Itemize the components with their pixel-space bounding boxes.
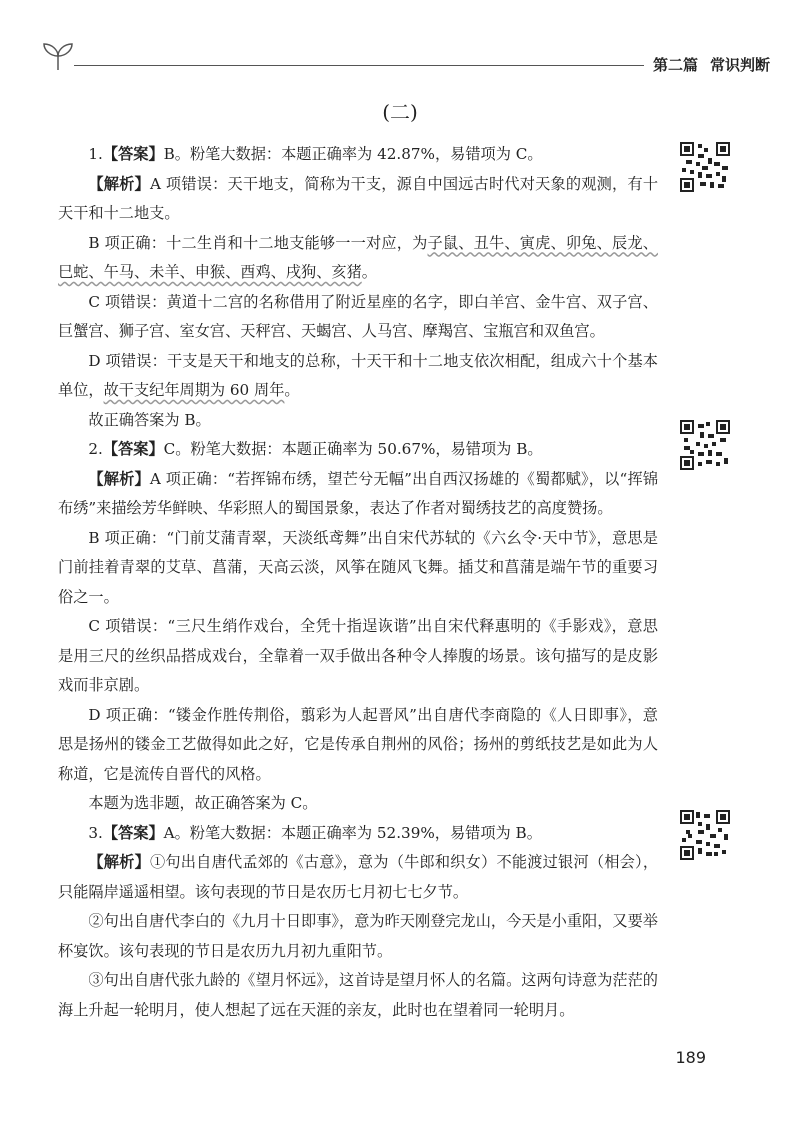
question-number: 2. bbox=[88, 440, 103, 458]
analysis-text: D 项错误：干支是天干和地支的总称，十天干和十二地支依次相配，组成六十个基本单位， bbox=[58, 351, 658, 399]
analysis-paragraph bbox=[58, 288, 658, 347]
answer-text: C。粉笔大数据：本题正确率为 50.67%，易错项为 B。 bbox=[163, 440, 543, 458]
answer-line bbox=[58, 819, 658, 849]
analysis-paragraph: D 项正确：“镂金作胜传荆俗，翦彩为人起晋风”出自唐代李商隐的《人日即事》，意思是扬州的镂金工艺做得如此之好，它是传承自荆州的风俗；扬州的剪纸技艺是如此为人称道，它是流传自晋代的风格。 bbox=[58, 705, 658, 783]
analysis-text: A 项正确：“若挥锦布绣，望芒兮无幅”出自西汉扬雄的《蜀都赋》，以“挥锦布绣”来描绘芳华鲜映、华彩照人的蜀国景象，表达了作者对蜀绣技艺的高度赞扬。 bbox=[58, 469, 659, 517]
section-label: 常识判断 bbox=[709, 56, 770, 74]
analysis-paragraph: ③句出自唐代张九龄的《望月怀远》，这首诗是望月怀人的名篇。这两句诗意为茫茫的海上升起一轮明月，使人想起了远在天涯的亲友，此时也在望着同一轮明月。 bbox=[58, 971, 658, 1019]
analysis-paragraph bbox=[58, 347, 658, 406]
analysis-tag: 【解析】 bbox=[88, 174, 150, 193]
answer-content bbox=[58, 140, 658, 1025]
analysis-paragraph: ②句出自唐代李白的《九月十日即事》，意为昨天刚登完龙山，今天是小重阳，又要举杯宴饮。该句表现的节日是农历九月初九重阳节。 bbox=[58, 912, 658, 960]
question-number: 3. bbox=[88, 823, 103, 842]
highlighted-text: 子鼠、丑牛、寅虎、卯兔、辰龙、巳蛇、午马、未羊、申猴、酉鸡、戌狗、亥猪 bbox=[58, 233, 658, 281]
analysis-tag: 【解析】 bbox=[88, 853, 150, 871]
answer-text: A。粉笔大数据：本题正确率为 52.39%，易错项为 B。 bbox=[163, 823, 542, 842]
section-subtitle: (二) bbox=[382, 100, 418, 124]
analysis-text: B 项正确：十二生肖和十二地支能够一一对应，为 bbox=[88, 233, 428, 252]
answer-line bbox=[58, 435, 658, 465]
answer-tag: 【答案】 bbox=[102, 823, 164, 842]
analysis-paragraph: B 项正确：“门前艾蒲青翠，天淡纸鸢舞”出自宋代苏轼的《六幺令·天中节》，意思是门前挂着青翠的艾草、菖蒲，天高云淡，风筝在随风飞舞。插艾和菖蒲是端午节的重要习俗之一。 bbox=[58, 528, 658, 606]
page-header bbox=[40, 40, 780, 80]
analysis-text: 。 bbox=[284, 381, 300, 399]
section-title bbox=[653, 54, 770, 75]
answer-text: B。粉笔大数据：本题正确率为 42.87%，易错项为 C。 bbox=[163, 145, 543, 163]
answer-tag: 【答案】 bbox=[102, 440, 164, 458]
analysis-paragraph bbox=[58, 229, 658, 288]
analysis-text: 。 bbox=[361, 263, 377, 281]
analysis-paragraph bbox=[58, 170, 658, 229]
qr-code-icon[interactable] bbox=[680, 142, 730, 192]
answer-tag: 【答案】 bbox=[102, 145, 164, 163]
header-rule bbox=[74, 65, 644, 66]
analysis-text: A 项错误：天干地支，简称为干支，源自中国远古时代对天象的观测，有十天干和十二地支。 bbox=[58, 174, 659, 222]
conclusion-line: 故正确答案为 B。 bbox=[88, 410, 211, 429]
part-label: 第二篇 bbox=[652, 56, 698, 74]
page-number: 189 bbox=[675, 1048, 706, 1067]
analysis-paragraph bbox=[58, 465, 658, 524]
qr-code-icon[interactable] bbox=[680, 420, 730, 470]
analysis-tag: 【解析】 bbox=[88, 469, 150, 488]
qr-code-icon[interactable] bbox=[680, 810, 730, 860]
analysis-paragraph: C 项错误：“三尺生绡作戏台，全凭十指逞诙谐”出自宋代释惠明的《手影戏》，意思是用三尺的丝织品搭成戏台，全靠着一双手做出各种令人捧腹的场景。该句描写的是皮影戏而非京剧。 bbox=[58, 617, 658, 694]
conclusion-line: 本题为选非题，故正确答案为 C。 bbox=[88, 794, 318, 812]
sprout-leaf-icon bbox=[40, 40, 76, 76]
analysis-text: C 项错误：黄道十二宫的名称借用了附近星座的名字，即白羊宫、金牛宫、双子宫、巨蟹宫、狮子宫、室女宫、天秤宫、天蝎宫、人马宫、摩羯宫、宝瓶宫和双鱼宫。 bbox=[58, 292, 658, 340]
analysis-text: ①句出自唐代孟郊的《古意》，意为（牛郎和织女）不能渡过银河（相会），只能隔岸遥遥相望。该句表现的节日是农历七月初七七夕节。 bbox=[58, 853, 659, 901]
highlighted-text: 故干支纪年周期为 60 周年 bbox=[103, 381, 285, 399]
analysis-paragraph bbox=[58, 848, 658, 907]
question-number: 1. bbox=[88, 145, 103, 163]
answer-line bbox=[58, 140, 658, 170]
